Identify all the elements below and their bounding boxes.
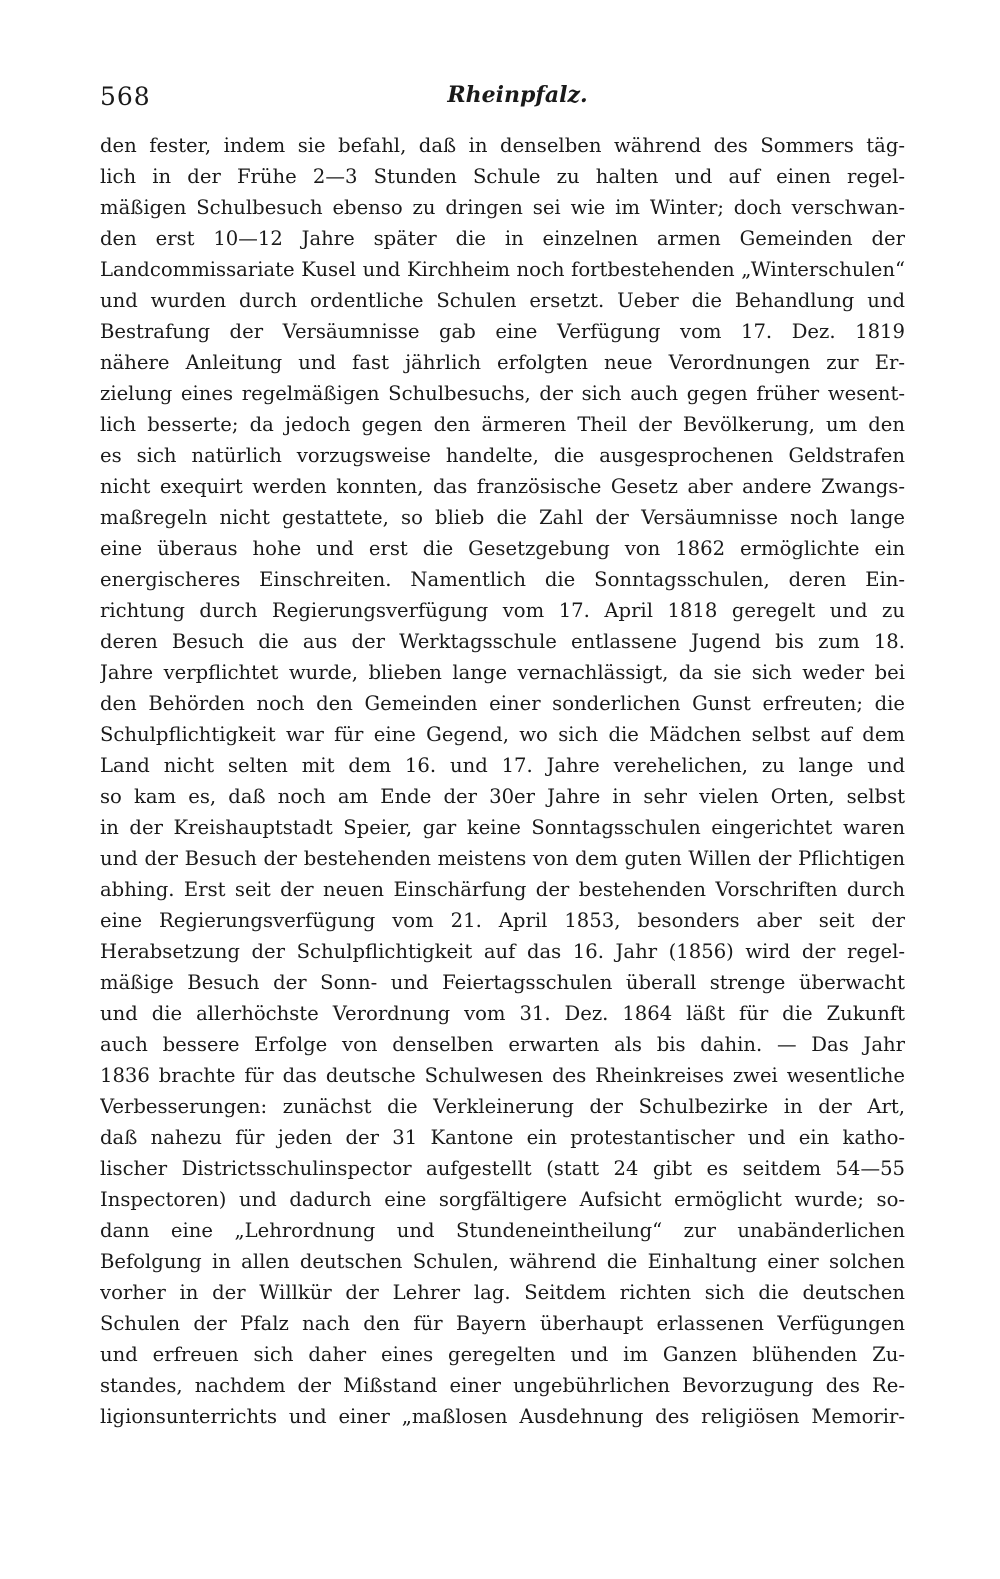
text-line: lich in der Frühe 2—3 Stunden Schule zu halten und auf einen regel-: [100, 165, 905, 188]
text-line: auch bessere Erfolge von denselben erwarten als bis dahin. — Das Jahr: [100, 1033, 905, 1056]
text-line: nicht exequirt werden konnten, das französische Gesetz aber andere Zwangs-: [100, 475, 905, 498]
text-line: 1836 brachte für das deutsche Schulwesen des Rheinkreises zwei wesentliche: [100, 1064, 905, 1087]
text-line: nähere Anleitung und fast jährlich erfolgten neue Verordnungen zur Er-: [100, 351, 905, 374]
text-line: den fester, indem sie befahl, daß in denselben während des Sommers täg-: [100, 134, 905, 157]
text-line: und der Besuch der bestehenden meistens von dem guten Willen der Pflichtigen: [100, 847, 905, 870]
text-line: Verbesserungen: zunächst die Verkleinerung der Schulbezirke in der Art,: [100, 1095, 905, 1118]
text-line: energischeres Einschreiten. Namentlich die Sonntagsschulen, deren Ein-: [100, 568, 905, 591]
text-line: und wurden durch ordentliche Schulen ersetzt. Ueber die Behandlung und: [100, 289, 905, 312]
text-line: es sich natürlich vorzugsweise handelte, die ausgesprochenen Geldstrafen: [100, 444, 905, 467]
page-header: [100, 82, 905, 122]
text-line: eine Regierungsverfügung vom 21. April 1853, besonders aber seit der: [100, 909, 905, 932]
text-line: in der Kreishauptstadt Speier, gar keine Sonntagsschulen eingerichtet waren: [100, 816, 905, 839]
text-line: so kam es, daß noch am Ende der 30er Jahre in sehr vielen Orten, selbst: [100, 785, 905, 808]
text-line: Herabsetzung der Schulpflichtigkeit auf das 16. Jahr (1856) wird der regel-: [100, 940, 905, 963]
page-number: 568: [100, 82, 151, 111]
text-line: richtung durch Regierungsverfügung vom 17. April 1818 geregelt und zu: [100, 599, 905, 622]
text-line: den erst 10—12 Jahre später die in einzelnen armen Gemeinden der: [100, 227, 905, 250]
text-line: mäßigen Schulbesuch ebenso zu dringen sei wie im Winter; doch verschwan-: [100, 196, 905, 219]
text-line: maßregeln nicht gestattete, so blieb die Zahl der Versäumnisse noch lange: [100, 506, 905, 529]
text-line: lischer Districtsschulinspector aufgestellt (statt 24 gibt es seitdem 54—55: [100, 1157, 905, 1180]
text-line: standes, nachdem der Mißstand einer ungebührlichen Bevorzugung des Re-: [100, 1374, 905, 1397]
text-line: Bestrafung der Versäumnisse gab eine Verfügung vom 17. Dez. 1819: [100, 320, 905, 343]
text-line: Inspectoren) und dadurch eine sorgfältigere Aufsicht ermöglicht wurde; so-: [100, 1188, 905, 1211]
text-line: Landcommissariate Kusel und Kirchheim noch fortbestehenden „Winterschulen“: [100, 258, 905, 281]
text-line: vorher in der Willkür der Lehrer lag. Seitdem richten sich die deutschen: [100, 1281, 905, 1304]
text-line: und erfreuen sich daher eines geregelten und im Ganzen blühenden Zu-: [100, 1343, 905, 1366]
text-line: dann eine „Lehrordnung und Stundeneintheilung“ zur unabänderlichen: [100, 1219, 905, 1242]
text-line: abhing. Erst seit der neuen Einschärfung der bestehenden Vorschriften durch: [100, 878, 905, 901]
running-head: Rheinpfalz.: [447, 82, 588, 108]
text-line: den Behörden noch den Gemeinden einer sonderlichen Gunst erfreuten; die: [100, 692, 905, 715]
text-line: Schulpflichtigkeit war für eine Gegend, wo sich die Mädchen selbst auf dem: [100, 723, 905, 746]
text-line: Land nicht selten mit dem 16. und 17. Jahre verehelichen, zu lange und: [100, 754, 905, 777]
text-line: deren Besuch die aus der Werktagsschule entlassene Jugend bis zum 18.: [100, 630, 905, 653]
text-line: Jahre verpflichtet wurde, blieben lange vernachlässigt, da sie sich weder bei: [100, 661, 905, 684]
body-text: [100, 130, 905, 1432]
text-line: daß nahezu für jeden der 31 Kantone ein protestantischer und ein katho-: [100, 1126, 905, 1149]
text-line: mäßige Besuch der Sonn- und Feiertagsschulen überall strenge überwacht: [100, 971, 905, 994]
book-page: [100, 82, 905, 1432]
text-line: und die allerhöchste Verordnung vom 31. Dez. 1864 läßt für die Zukunft: [100, 1002, 905, 1025]
text-line: lich besserte; da jedoch gegen den ärmeren Theil der Bevölkerung, um den: [100, 413, 905, 436]
text-line: Schulen der Pfalz nach den für Bayern überhaupt erlassenen Verfügungen: [100, 1312, 905, 1335]
text-line: zielung eines regelmäßigen Schulbesuchs, der sich auch gegen früher wesent-: [100, 382, 905, 405]
text-line: eine überaus hohe und erst die Gesetzgebung von 1862 ermöglichte ein: [100, 537, 905, 560]
text-line: ligionsunterrichts und einer „maßlosen Ausdehnung des religiösen Memorir-: [100, 1405, 905, 1428]
text-line: Befolgung in allen deutschen Schulen, während die Einhaltung einer solchen: [100, 1250, 905, 1273]
